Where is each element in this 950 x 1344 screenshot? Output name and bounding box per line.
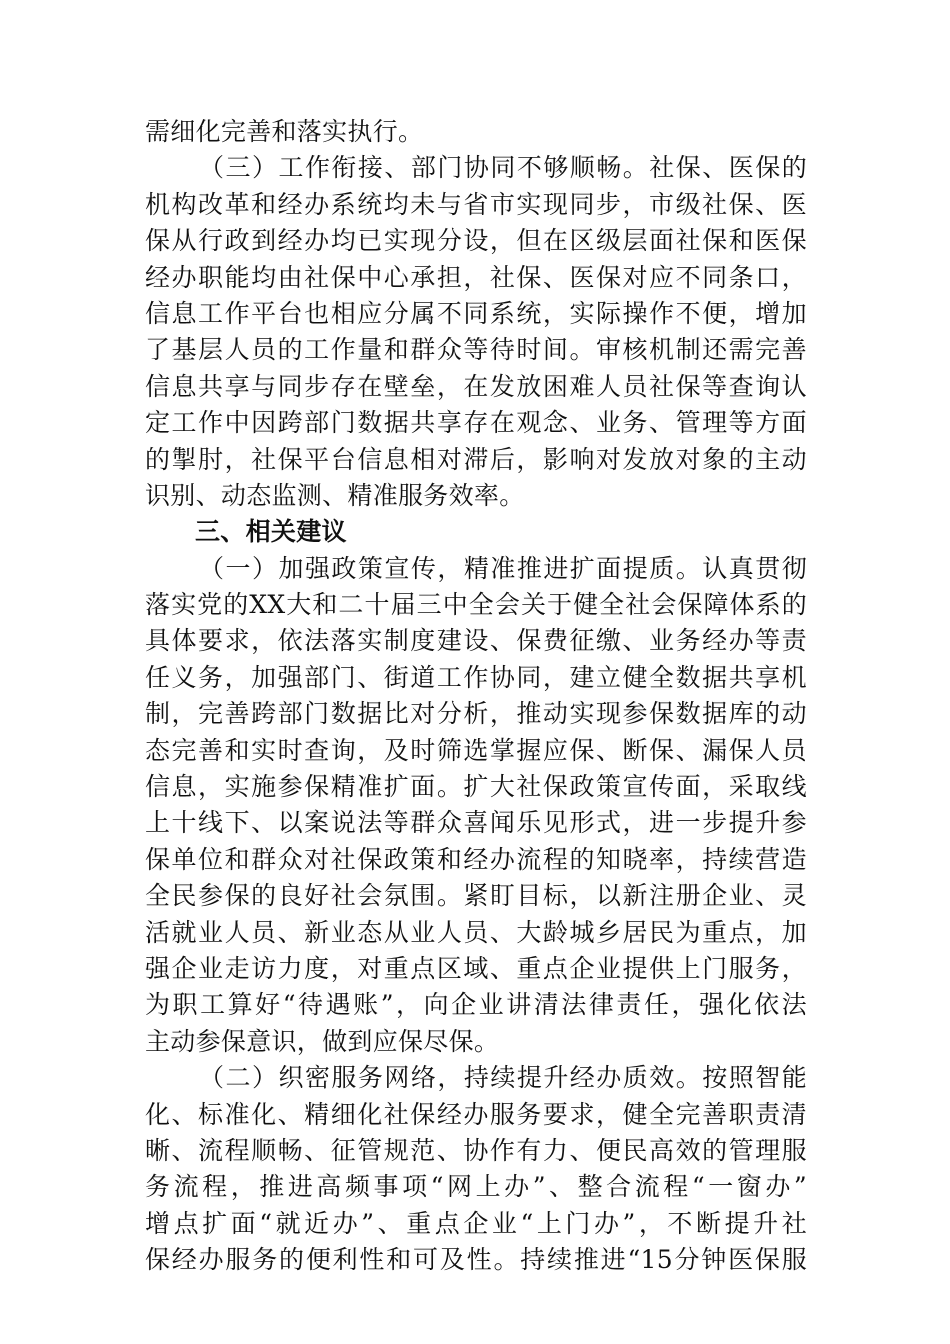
document-page xyxy=(145,114,807,1279)
text-line: 信息工作平台也相应分属不同系统，实际操作不便，增加 xyxy=(145,298,807,328)
paragraph-service-network xyxy=(145,1060,807,1278)
text-line: 全民参保的良好社会氛围。紧盯目标，以新注册企业、灵 xyxy=(145,881,807,911)
text-line: 落实党的XX大和二十届三中全会关于健全社会保障体系的 xyxy=(145,590,807,620)
text-line: 化、标准化、精细化社保经办服务要求，健全完善职责清 xyxy=(145,1099,807,1129)
text-line: 经办职能均由社保中心承担，社保、医保对应不同条口， xyxy=(145,262,807,292)
paragraph-policy-publicity xyxy=(145,551,807,1060)
text-line: 态完善和实时查询，及时筛选掌握应保、断保、漏保人员 xyxy=(145,735,807,765)
text-line: （三）工作衔接、部门协同不够顺畅。社保、医保的 xyxy=(199,153,807,183)
text-line: 保经办服务的便利性和可及性。持续推进“15分钟医保服 xyxy=(145,1245,807,1275)
text-line: （一）加强政策宣传，精准推进扩面提质。认真贯彻 xyxy=(199,553,807,583)
text-line: 制，完善跨部门数据比对分析，推动实现参保数据库的动 xyxy=(145,699,807,729)
text-line: 信息，实施参保精准扩面。扩大社保政策宣传面，采取线 xyxy=(145,772,807,802)
text-line: 活就业人员、新业态从业人员、大龄城乡居民为重点，加 xyxy=(145,917,807,947)
section-heading: 三、相关建议 xyxy=(195,517,347,547)
text-line: 增点扩面“就近办”、重点企业“上门办”，不断提升社 xyxy=(145,1208,807,1238)
text-line: 强企业走访力度，对重点区域、重点企业提供上门服务， xyxy=(145,953,807,983)
text-line: （二）织密服务网络，持续提升经办质效。按照智能 xyxy=(199,1063,807,1093)
text-line: 具体要求，依法落实制度建设、保费征缴、业务经办等责 xyxy=(145,626,807,656)
text-line: 晰、流程顺畅、征管规范、协作有力、便民高效的管理服 xyxy=(145,1135,807,1165)
paragraph-tail xyxy=(145,114,807,150)
text-line: 了基层人员的工作量和群众等待时间。审核机制还需完善 xyxy=(145,335,807,365)
text-line: 任义务，加强部门、街道工作协同，建立健全数据共享机 xyxy=(145,662,807,692)
text-line: 需细化完善和落实执行。 xyxy=(145,117,424,146)
text-line: 识别、动态监测、精准服务效率。 xyxy=(145,480,525,510)
text-line: 主动参保意识，做到应保尽保。 xyxy=(145,1026,500,1056)
text-line: 务流程，推进高频事项“网上办”、整合流程“一窗办” xyxy=(145,1172,807,1202)
text-line: 定工作中因跨部门数据共享存在观念、业务、管理等方面 xyxy=(145,408,807,438)
text-line: 保从行政到经办均已实现分设，但在区级层面社保和医保 xyxy=(145,226,807,256)
text-line: 机构改革和经办系统均未与省市实现同步，市级社保、医 xyxy=(145,189,807,219)
text-line: 的掣肘，社保平台信息相对滞后，影响对发放对象的主动 xyxy=(145,444,807,474)
text-line: 为职工算好“待遇账”，向企业讲清法律责任，强化依法 xyxy=(145,990,807,1020)
text-line: 保单位和群众对社保政策和经办流程的知晓率，持续营造 xyxy=(145,844,807,874)
paragraph-work-coordination xyxy=(145,150,807,514)
text-line: 上十线下、以案说法等群众喜闻乐见形式，进一步提升参 xyxy=(145,808,807,838)
text-line: 信息共享与同步存在壁垒，在发放困难人员社保等查询认 xyxy=(145,371,807,401)
